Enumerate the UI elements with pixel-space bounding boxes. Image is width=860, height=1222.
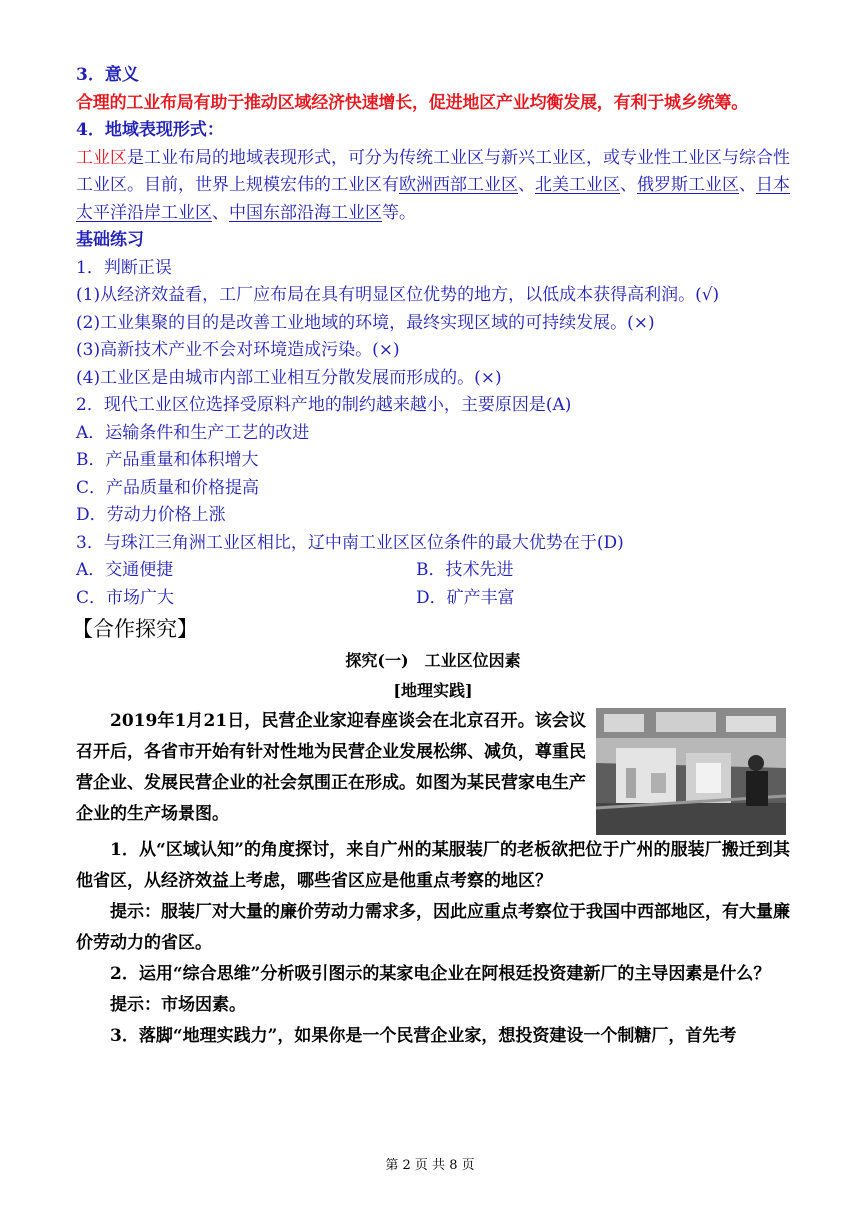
- industrial-zone-term: 工业区: [76, 147, 127, 168]
- separator: 、: [212, 202, 229, 223]
- separator: 、: [518, 175, 535, 195]
- separator: 、: [620, 175, 637, 195]
- section-4-body: 是工业布局的地域表现形式，可分为传统工业区与新兴工业区，或专业性工业区与综合性工业区。目前，世界上规模宏伟的工业区有: [76, 147, 790, 195]
- practice-heading: [地理实践]: [393, 681, 473, 700]
- explore-hint-2: 提示：市场因素。: [110, 995, 246, 1015]
- region-europe-west: 欧洲西部工业区: [399, 175, 518, 195]
- section-4-heading: 4．地域表现形式：: [76, 120, 224, 140]
- question-2-option: D．劳动力价格上涨: [76, 505, 226, 525]
- question-1-title: 1．判断正误: [76, 257, 172, 278]
- section-4-paragraph: [76, 145, 790, 228]
- question-3-option: D．矿产丰富: [416, 587, 515, 608]
- question-2-title: 2．现代工业区位选择受原料产地的制约越来越小，主要原因是(A): [76, 395, 572, 415]
- page-footer: 第 2 页 共 8 页: [385, 1158, 475, 1173]
- separator: 、: [739, 175, 756, 195]
- explore-title: 探究(一) 工业区位因素: [345, 651, 521, 670]
- question-3-options-row: [76, 585, 790, 613]
- region-china-east-coast: 中国东部沿海工业区: [229, 202, 382, 223]
- question-3-options-row: [76, 557, 790, 585]
- question-1-item: (2)工业集聚的目的是改善工业地域的环境，最终实现区域的可持续发展。(×): [76, 312, 655, 333]
- question-3-option: C．市场广大: [76, 587, 175, 608]
- question-3-option: A．交通便捷: [76, 560, 174, 580]
- question-2-option: A．运输条件和生产工艺的改进: [76, 422, 310, 443]
- basic-practice-heading: 基础练习: [76, 230, 144, 250]
- question-1-item: (4)工业区是由城市内部工业相互分散发展而形成的。(×): [76, 367, 502, 388]
- region-north-america: 北美工业区: [535, 175, 620, 195]
- explore-question-1: 1．从“区域认知”的角度探讨，来自广州的某服装厂的老板欲把位于广州的服装厂搬迁到其他省区，从经济效益上考虑，哪些省区应是他重点考察的地区？: [76, 840, 790, 891]
- explore-hint-1: 提示：服装厂对大量的廉价劳动力需求多，因此应重点考察位于我国中西部地区，有大量廉价劳动力的省区。: [76, 902, 790, 953]
- question-2-option: B．产品重量和体积增大: [76, 450, 259, 470]
- factory-photo: [596, 708, 786, 835]
- cooperation-heading: 【合作探究】: [72, 617, 198, 641]
- practice-paragraph: 2019年1月21日，民营企业家迎春座谈会在北京召开。该会议召开后，各省市开始有针对性地为民营企业发展松绑、减负，尊重民营企业、发展民营企业的社会氛围正在形成。如图为某民营家电生产企业的生产场景图。: [76, 711, 586, 824]
- section-4-end: 等。: [382, 202, 416, 223]
- basic-practice-block: [76, 255, 790, 613]
- question-3-title: 3．与珠江三角洲工业区相比，辽中南工业区区位条件的最大优势在于(D): [76, 532, 624, 553]
- factory-photo-image: [596, 708, 786, 835]
- explore-question-2: 2．运用“综合思维”分析吸引图示的某家电企业在阿根廷投资建新厂的主导因素是什么？: [110, 964, 771, 984]
- explore-question-3: 3．落脚“地理实践力”，如果你是一个民营企业家，想投资建设一个制糖厂，首先考: [110, 1026, 737, 1046]
- question-1-item: (1)从经济效益看，工厂应布局在具有明显区位优势的地方，以低成本获得高利润。(√): [76, 285, 720, 305]
- question-3-option: B．技术先进: [416, 560, 514, 580]
- region-russia: 俄罗斯工业区: [637, 175, 739, 195]
- section-3-text: 合理的工业布局有助于推动区域经济快速增长，促进地区产业均衡发展，有利于城乡统筹。: [76, 92, 748, 113]
- question-2-option: C．产品质量和价格提高: [76, 477, 260, 498]
- document-page: [72, 62, 790, 1052]
- region-japan-pacific: 日本太平洋沿岸工业区: [76, 175, 790, 223]
- question-1-item: (3)高新技术产业不会对环境造成污染。(×): [76, 340, 400, 360]
- practice-section: [76, 706, 790, 835]
- section-3-heading: 3．意义: [76, 65, 139, 85]
